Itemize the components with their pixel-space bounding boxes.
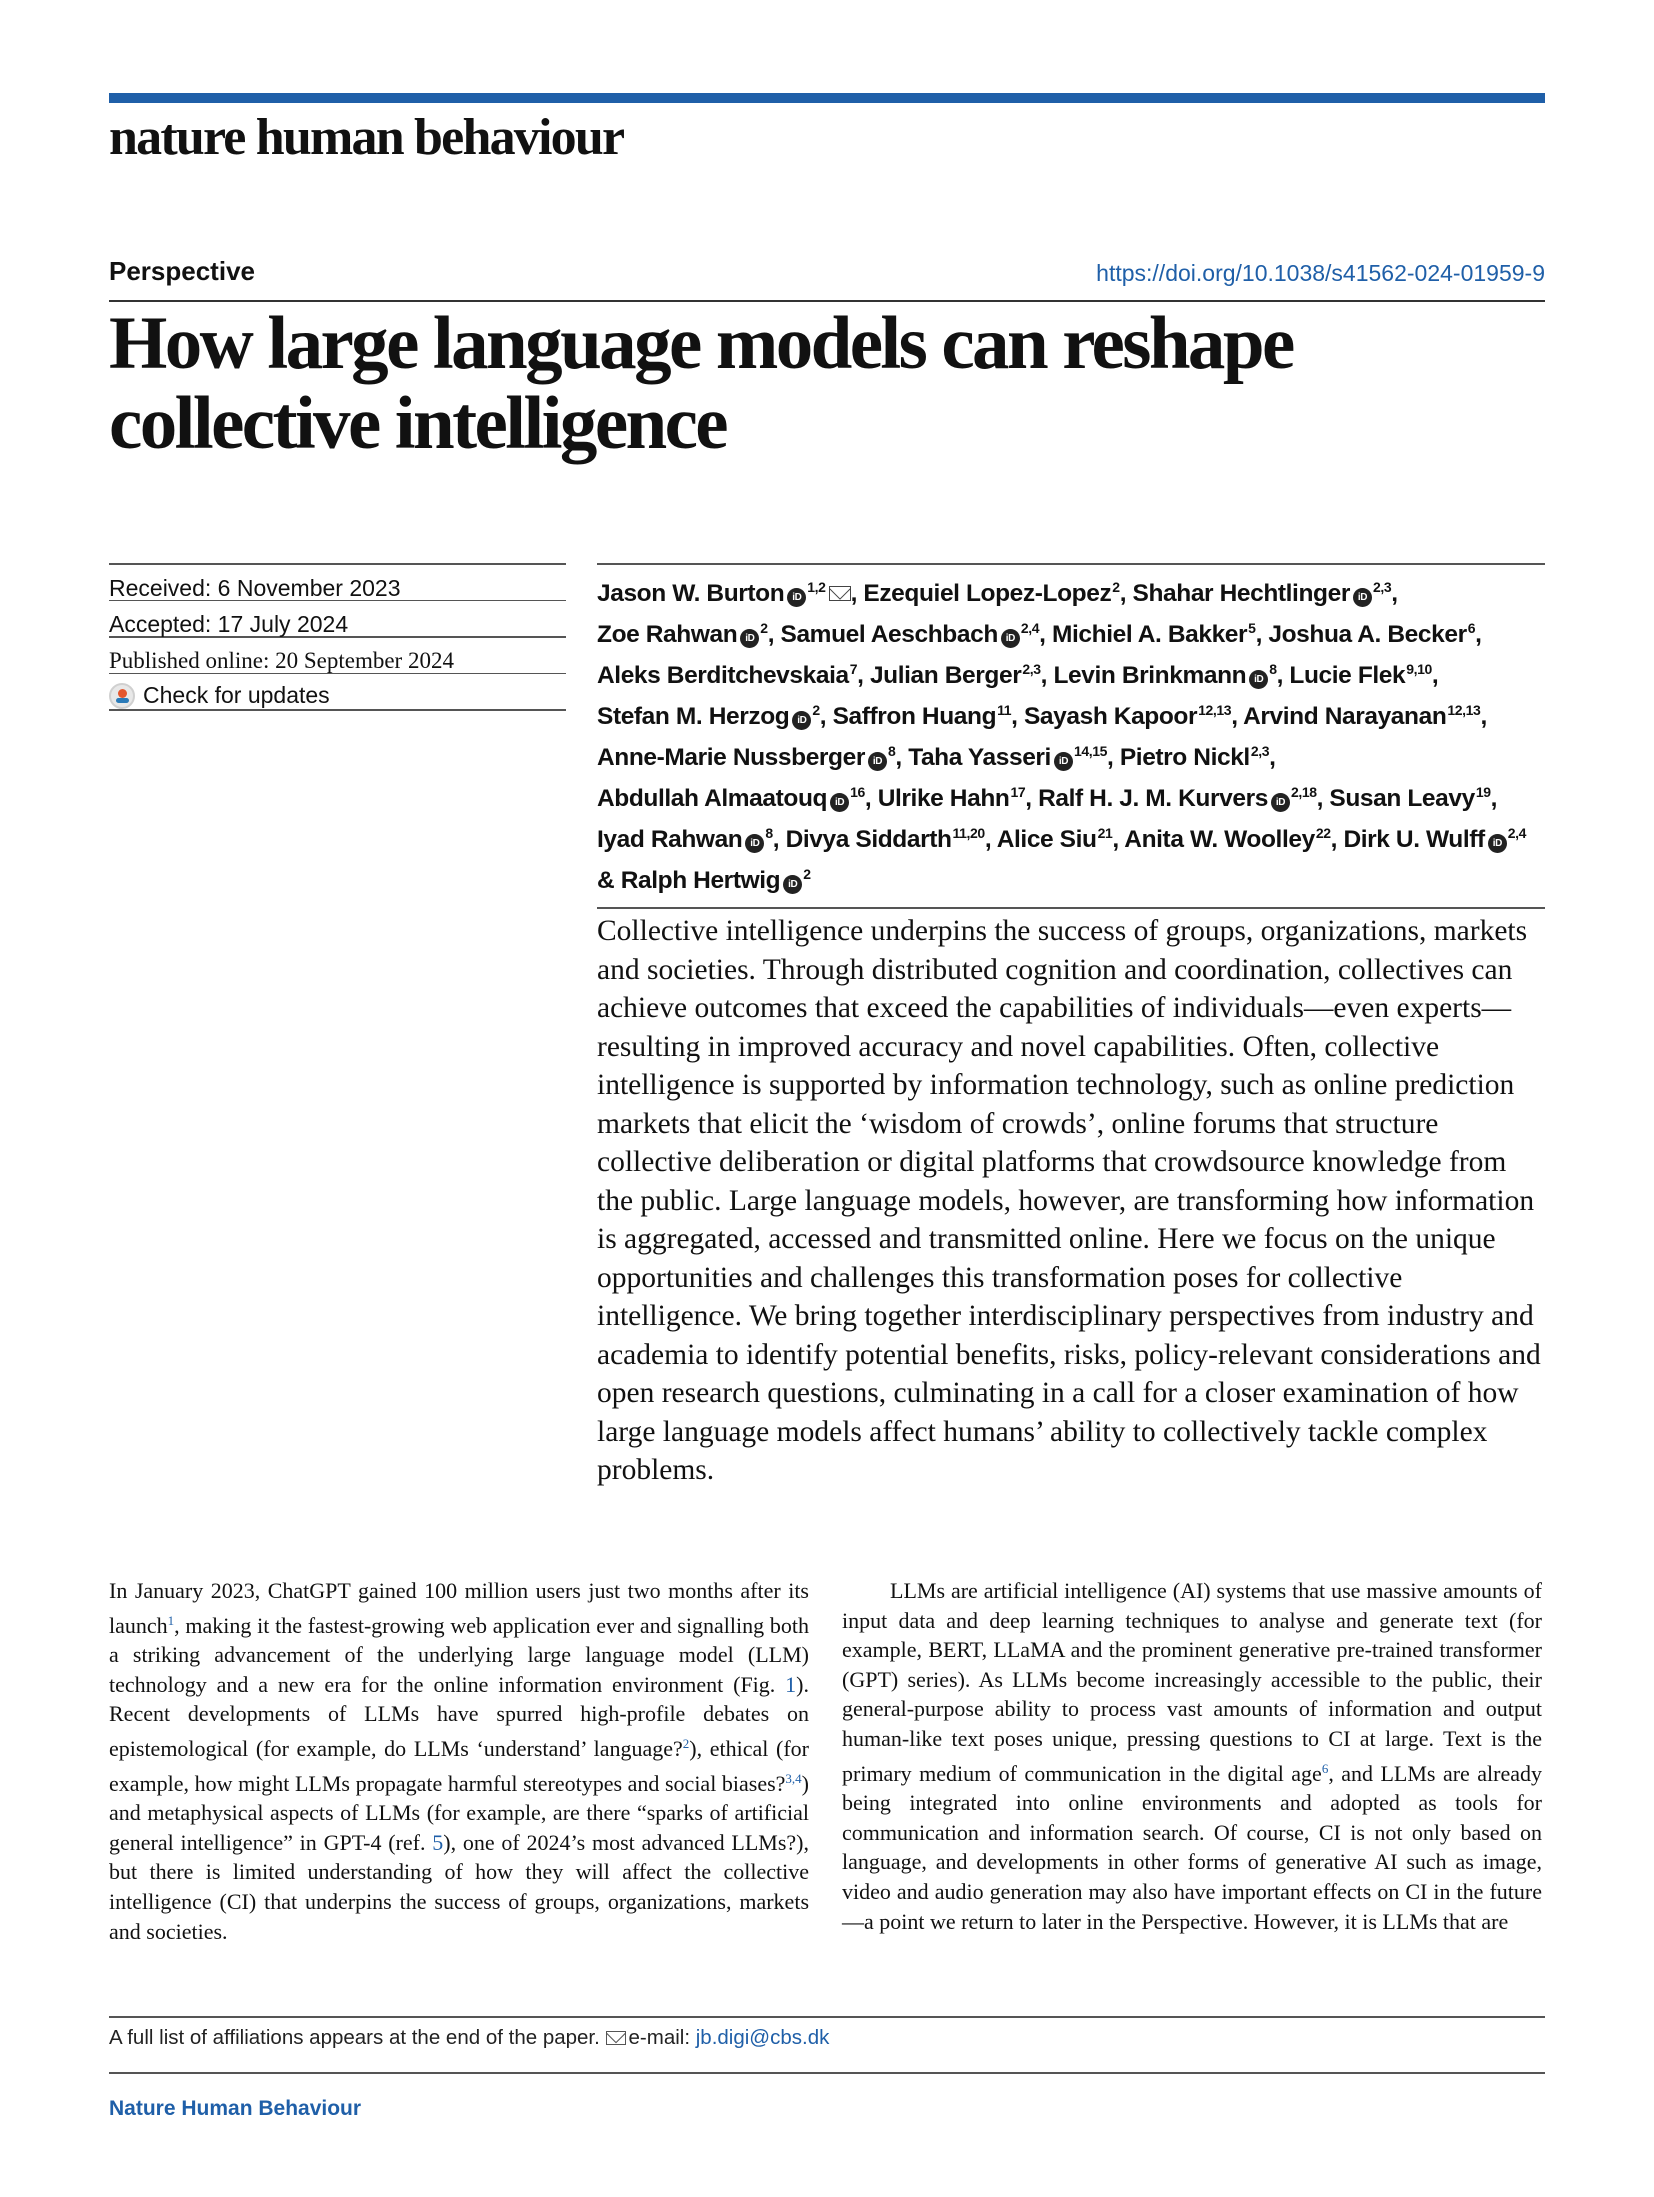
author-affiliation: 12,13 bbox=[1198, 702, 1232, 718]
author-affiliation: 2 bbox=[812, 702, 820, 718]
mail-icon[interactable] bbox=[829, 586, 851, 601]
body-column-right bbox=[842, 1576, 1542, 1936]
author-affiliation: 14,15 bbox=[1073, 743, 1108, 759]
author[interactable] bbox=[597, 744, 895, 771]
author[interactable] bbox=[1289, 662, 1431, 689]
author-affiliation: 8 bbox=[765, 825, 773, 841]
orcid-icon[interactable]: iD bbox=[1353, 588, 1372, 607]
author-affiliation: 2 bbox=[760, 620, 768, 636]
orcid-icon[interactable]: iD bbox=[745, 834, 764, 853]
orcid-icon[interactable]: iD bbox=[1249, 670, 1268, 689]
author-affiliation: 21 bbox=[1097, 825, 1113, 841]
reference-link[interactable]: 6 bbox=[1321, 1760, 1329, 1776]
author-affiliation: 22 bbox=[1315, 825, 1331, 841]
article-dates bbox=[109, 563, 566, 711]
orcid-icon[interactable]: iD bbox=[792, 711, 811, 730]
author-affiliation: 8 bbox=[1269, 661, 1277, 677]
accepted-date: Accepted: 17 July 2024 bbox=[109, 611, 349, 637]
author-name: Jason W. Burton bbox=[597, 580, 785, 607]
orcid-icon[interactable]: iD bbox=[740, 629, 759, 648]
author[interactable] bbox=[1052, 621, 1256, 648]
footer-divider bbox=[109, 2072, 1545, 2074]
author-name: Ulrike Hahn bbox=[877, 785, 1010, 812]
author-affiliation: 8 bbox=[887, 743, 896, 759]
author-affiliation: 2,4 bbox=[1020, 620, 1040, 636]
author-affiliation: 2 bbox=[803, 866, 811, 882]
author[interactable] bbox=[1120, 744, 1269, 771]
author-list: Jason W. Burton iD$^{1,2}$ , Ezequiel Lopez-Lopez$^2$, Shahar Hechtlinger iD$^{2,3}$, Zoe Rahwan $iD^2$, Samuel Aeschbach iD$^{2,4}$, Michiel A. Bakker$^5$, Joshua A. Becker$^6$, Aleks Berditchevskaia$^7$, Julian Berger$^{2,3}$, Levin Brinkmann $iD^8$, Lucie Flek$^{9,10}$, Stefan M. Herzog $iD^2$, Saffron Huang$^{11}$, Sayash Kapoor$^{12,13}$, Arvind Narayanan$^{12,13}$, Anne-Marie Nussberger $iD^8$, Taha Yasseri iD$^{14,15}$, Pietro Nickl$^{2,3}$, Abdullah Almaatouq $iD^{16}$, Ulrike Hahn$^{17}$, Ralf H. J. M. Kurvers iD$^{2,18}$, Susan Leavy$^{19}$, Iyad Rahwan $iD^8$, Divya Siddarth$^{11,20}$, Alice Siu$^{21}$, Anita W. Woolley$^{22}$, Dirk U. Wulff iD$^{2,4}$ & Ralph Hertwig $iD^2$ bbox=[597, 579, 1527, 894]
author-name: Ralf H. J. M. Kurvers bbox=[1038, 785, 1268, 812]
author[interactable] bbox=[1268, 621, 1475, 648]
author-name: Anne-Marie Nussberger bbox=[597, 744, 865, 771]
check-updates-label: Check for updates bbox=[143, 682, 330, 708]
author-affiliation: 17 bbox=[1010, 784, 1026, 800]
author[interactable] bbox=[621, 867, 811, 894]
orcid-icon[interactable]: iD bbox=[1271, 793, 1290, 812]
author-name: Sayash Kapoor bbox=[1023, 703, 1198, 730]
author-name: Taha Yasseri bbox=[908, 744, 1051, 771]
author-affiliation: 16 bbox=[850, 784, 865, 800]
author[interactable] bbox=[597, 662, 857, 689]
received-date: Received: 6 November 2023 bbox=[109, 574, 401, 601]
footer-journal-name: Nature Human Behaviour bbox=[109, 2097, 362, 2120]
author-name: Divya Siddarth bbox=[785, 826, 952, 853]
author[interactable] bbox=[1124, 826, 1330, 853]
author[interactable] bbox=[597, 580, 851, 607]
author-name: Dirk U. Wulff bbox=[1343, 826, 1485, 853]
author[interactable] bbox=[863, 580, 1119, 607]
check-updates-icon bbox=[109, 683, 135, 709]
orcid-icon[interactable]: iD bbox=[787, 588, 806, 607]
author[interactable] bbox=[1243, 703, 1480, 730]
author-name: Levin Brinkmann bbox=[1053, 662, 1247, 689]
affiliations-note: A full list of affiliations appears at the end of the paper. e-mail: jb.digi@cbs.dk bbox=[109, 2026, 830, 2049]
author-affiliation: 19 bbox=[1475, 784, 1491, 800]
figure-link[interactable]: 1 bbox=[785, 1671, 797, 1697]
author-affiliation: 7 bbox=[849, 661, 858, 677]
journal-name: nature human behaviour bbox=[109, 109, 624, 166]
author-affiliation: 2,4 bbox=[1507, 825, 1527, 841]
author-affiliation: 11,20 bbox=[952, 825, 985, 841]
orcid-icon[interactable]: iD bbox=[868, 752, 887, 771]
journal-header-bar bbox=[109, 93, 1545, 103]
author[interactable] bbox=[1133, 580, 1392, 607]
author[interactable] bbox=[597, 621, 768, 648]
abstract: Collective intelligence underpins the success of groups, organizations, markets and societies. Through distributed cognition and coordination, collectives can achieve outcomes that exceed the capabilities of individuals—even experts—resulting in improved accuracy and novel capabilities. Often, collective intelligence is supported by information technology, such as online prediction markets that elicit the ‘wisdom of crowds’, online forums that structure collective deliberation or digital platforms that crowdsource knowledge from the public. Large language models, however, are transforming how information is aggregated, accessed and transmitted online. Here we focus on the unique opportunities and challenges this transformation poses for collective intelligence. We bring together interdisciplinary perspectives from industry and academia to identify potential benefits, risks, policy-relevant considerations and open research questions, culminating in a call for a closer examination of how large language models affect humans’ ability to collectively tackle complex problems. bbox=[597, 915, 1541, 1486]
body-paragraph: LLMs are artificial intelligence (AI) systems that use massive amounts of input data and deep learning techniques to analyse and generate text (for example, BERT, LLaMA and the prominent generative pre-trained transformer (GPT) series). As LLMs become increasingly accessible to the public, their general-purpose ability to process vast amounts of information and output human-like text poses unique, pressing questions to CI at large. Text is the primary medium of communication in the digital age$^6$, and LLMs are already being integrated into online environments and adopted as tools for communication and information search. Of course, CI is not only based on language, and developments in other forms of generative AI such as image, video and audio generation may also have important effects on CI in the future—a point we return to later in the Perspective. However, it is LLMs that are bbox=[842, 1578, 1542, 1934]
reference-link[interactable]: 3,4 bbox=[785, 1770, 802, 1786]
author[interactable] bbox=[1343, 826, 1526, 853]
reference-link[interactable]: 1 bbox=[167, 1612, 175, 1628]
author-name: Alice Siu bbox=[996, 826, 1097, 853]
author-name: Ralph Hertwig bbox=[620, 867, 781, 894]
footer-divider bbox=[109, 2016, 1545, 2018]
author-name: Julian Berger bbox=[869, 662, 1022, 689]
body-column-left bbox=[109, 1576, 809, 1946]
mail-icon bbox=[606, 2031, 626, 2045]
author[interactable] bbox=[1038, 785, 1317, 812]
author-affiliation: 2,3 bbox=[1372, 579, 1392, 595]
author[interactable] bbox=[878, 785, 1026, 812]
author-name: Susan Leavy bbox=[1329, 785, 1475, 812]
author[interactable] bbox=[786, 826, 985, 853]
author[interactable] bbox=[870, 662, 1041, 689]
author-affiliation: 12,13 bbox=[1447, 702, 1481, 718]
author-name: Saffron Huang bbox=[832, 703, 997, 730]
email-link[interactable]: jb.digi@cbs.dk bbox=[695, 2026, 830, 2049]
reference-link[interactable]: 5 bbox=[432, 1829, 444, 1855]
author[interactable] bbox=[908, 744, 1107, 771]
author[interactable] bbox=[597, 785, 865, 812]
author-name: Lucie Flek bbox=[1289, 662, 1406, 689]
author[interactable] bbox=[833, 703, 1012, 730]
author-affiliation: 1,2 bbox=[807, 579, 826, 595]
author-affiliation: 2,3 bbox=[1250, 743, 1270, 759]
author-affiliation: 2,18 bbox=[1290, 784, 1317, 800]
author-name: Ezequiel Lopez-Lopez bbox=[863, 580, 1112, 607]
orcid-icon[interactable]: iD bbox=[783, 875, 802, 894]
author[interactable] bbox=[1329, 785, 1490, 812]
author-name: Samuel Aeschbach bbox=[780, 621, 998, 648]
article-title: How large language models can reshape collective intelligence bbox=[109, 302, 1293, 465]
author-name: Stefan M. Herzog bbox=[597, 703, 790, 730]
author-name: Arvind Narayanan bbox=[1243, 703, 1447, 730]
author[interactable] bbox=[1053, 662, 1276, 689]
author[interactable] bbox=[1024, 703, 1231, 730]
orcid-icon[interactable]: iD bbox=[830, 793, 849, 812]
author-name: Zoe Rahwan bbox=[597, 621, 738, 648]
authors-divider bbox=[597, 563, 1545, 565]
author-name: Joshua A. Becker bbox=[1268, 621, 1467, 648]
author-affiliation: 6 bbox=[1467, 620, 1476, 636]
author-name: Iyad Rahwan bbox=[597, 826, 743, 853]
author-name: Abdullah Almaatouq bbox=[597, 785, 828, 812]
orcid-icon[interactable]: iD bbox=[1488, 834, 1507, 853]
author-affiliation: 2,3 bbox=[1022, 661, 1041, 677]
author-name: Pietro Nickl bbox=[1119, 744, 1250, 771]
author-affiliation: 9,10 bbox=[1406, 661, 1432, 677]
reference-link[interactable]: 2 bbox=[682, 1735, 690, 1751]
author[interactable] bbox=[781, 621, 1040, 648]
author-name: Aleks Berditchevskaia bbox=[597, 662, 849, 689]
doi-link[interactable]: https://doi.org/10.1038/s41562-024-01959-9 bbox=[1096, 260, 1545, 286]
author-name: Anita W. Woolley bbox=[1124, 826, 1315, 853]
published-date: Published online: 20 September 2024 bbox=[109, 647, 454, 673]
abstract-divider bbox=[597, 907, 1545, 909]
author-affiliation: 5 bbox=[1248, 620, 1256, 636]
orcid-icon[interactable]: iD bbox=[1001, 629, 1020, 648]
check-updates-button[interactable] bbox=[109, 674, 566, 709]
author[interactable] bbox=[997, 826, 1113, 853]
author-name: Shahar Hechtlinger bbox=[1132, 580, 1350, 607]
body-paragraph: In January 2023, ChatGPT gained 100 million users just two months after its launch$^1$, making it the fastest-growing web application ever and signalling both a striking advancement of the underlying large language model (LLM) technology and a new era for the online information environment (Fig. 1). Recent developments of LLMs have spurred high-profile debates on epistemological (for example, do LLMs ‘understand’ language?$^2$), ethical (for example, how might LLMs propagate harmful stereotypes and social biases?$^{3,4}$) and metaphysical aspects of LLMs (for example, are there “sparks of artificial general intelligence” in GPT-4 (ref. 5), one of 2024’s most advanced LLMs?), but there is limited understanding of how they will affect the collective intelligence (CI) that underpins the success of groups, organizations, markets and societies. bbox=[109, 1578, 809, 1944]
author[interactable] bbox=[597, 703, 820, 730]
author[interactable] bbox=[597, 826, 773, 853]
orcid-icon[interactable]: iD bbox=[1054, 752, 1073, 771]
article-type: Perspective bbox=[109, 256, 255, 286]
author-affiliation: 2 bbox=[1112, 579, 1120, 595]
author-affiliation: 11 bbox=[997, 702, 1012, 718]
dates-divider bbox=[109, 709, 566, 711]
author-name: Michiel A. Bakker bbox=[1051, 621, 1248, 648]
